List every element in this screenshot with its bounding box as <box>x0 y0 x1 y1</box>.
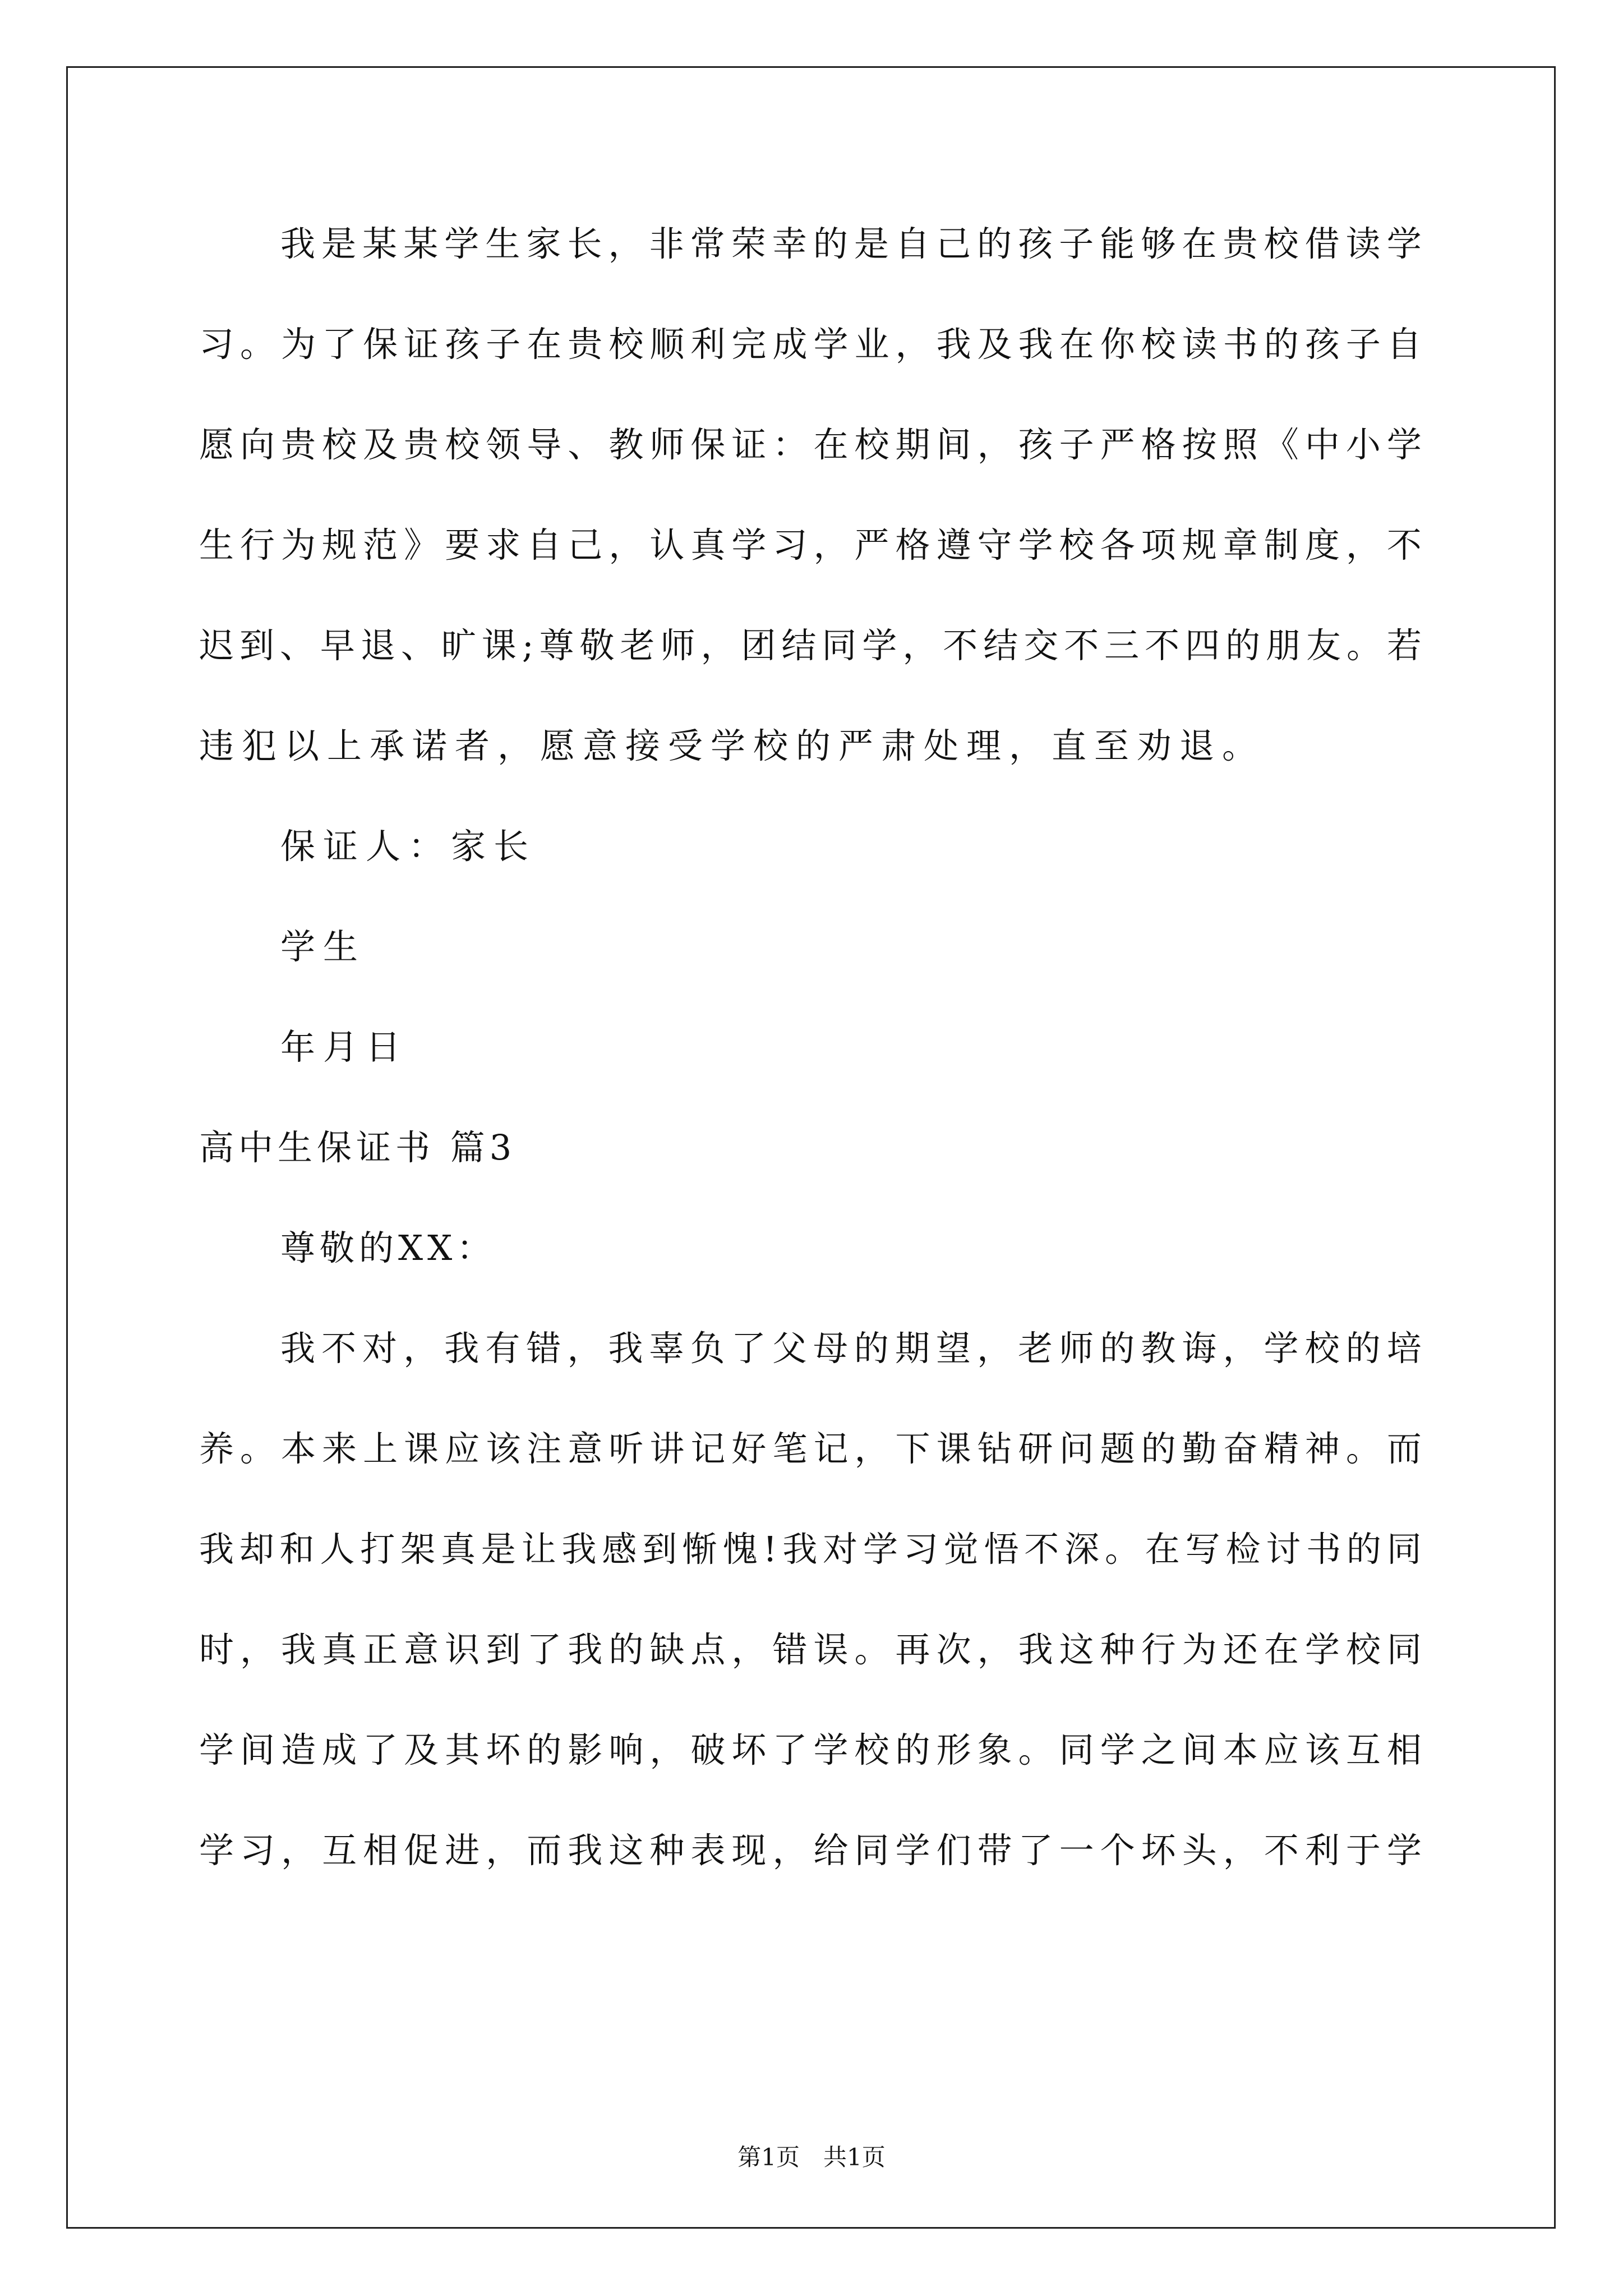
date-label: 年月日 <box>280 1027 409 1068</box>
paragraph1-line-5: 迟 到 、 早 退 、 旷 课 ; 尊 敬 老 师 ， 团 结 同 学 ， 不 结 交 不 三 不 四 的 朋 友 。 若 <box>199 625 1422 666</box>
paragraph1-line-2: 习 。 为 了 保 证 孩 子 在 贵 校 顺 利 完 成 学 业 ， 我 及 我 在 你 校 读 书 的 孩 子 自 <box>199 324 1422 365</box>
student-label: 学生 <box>280 926 366 967</box>
paragraph2-line-2: 养 。 本 来 上 课 应 该 注 意 听 讲 记 好 笔 记 ， 下 课 钻 研 问 题 的 勤 奋 精 神 。 而 <box>199 1428 1422 1469</box>
page-footer: 第1页 共1页 <box>737 2143 886 2171</box>
paragraph1-line-3: 愿 向 贵 校 及 贵 校 领 导 、 教 师 保 证 ： 在 校 期 间 ， 孩 子 严 格 按 照 《 中 小 学 <box>199 424 1422 465</box>
section-heading: 高中生保证书 篇3 <box>199 1127 517 1168</box>
paragraph2-line-5: 学 间 造 成 了 及 其 坏 的 影 响 ， 破 坏 了 学 校 的 形 象 。 同 学 之 间 本 应 该 互 相 <box>199 1729 1422 1770</box>
paragraph2-line-1: 我 不 对 ， 我 有 错 ， 我 辜 负 了 父 母 的 期 望 ， 老 师 的 教 诲 ， 学 校 的 培 <box>280 1328 1422 1369</box>
paragraph2-line-3: 我 却 和 人 打 架 真 是 让 我 感 到 惭 愧 ! 我 对 学 习 觉 悟 不 深 。 在 写 检 讨 书 的 同 <box>199 1529 1422 1570</box>
guarantor-label: 保证人：家长 <box>280 826 537 867</box>
paragraph1-line-4: 生 行 为 规 范 》 要 求 自 己 ， 认 真 学 习 ， 严 格 遵 守 学 校 各 项 规 章 制 度 ， 不 <box>199 524 1422 565</box>
salutation: 尊敬的XX： <box>280 1227 496 1268</box>
paragraph1-line-6: 违犯以上承诺者，愿意接受学校的严肃处理，直至劝退。 <box>199 725 1265 766</box>
paragraph2-line-4: 时 ， 我 真 正 意 识 到 了 我 的 缺 点 ， 错 误 。 再 次 ， 我 这 种 行 为 还 在 学 校 同 <box>199 1629 1422 1670</box>
paragraph1-line-1: 我 是 某 某 学 生 家 长 ， 非 常 荣 幸 的 是 自 己 的 孩 子 能 够 在 贵 校 借 读 学 <box>280 223 1422 264</box>
paragraph2-line-6: 学 习 ， 互 相 促 进 ， 而 我 这 种 表 现 ， 给 同 学 们 带 了 一 个 坏 头 ， 不 利 于 学 <box>199 1830 1422 1871</box>
